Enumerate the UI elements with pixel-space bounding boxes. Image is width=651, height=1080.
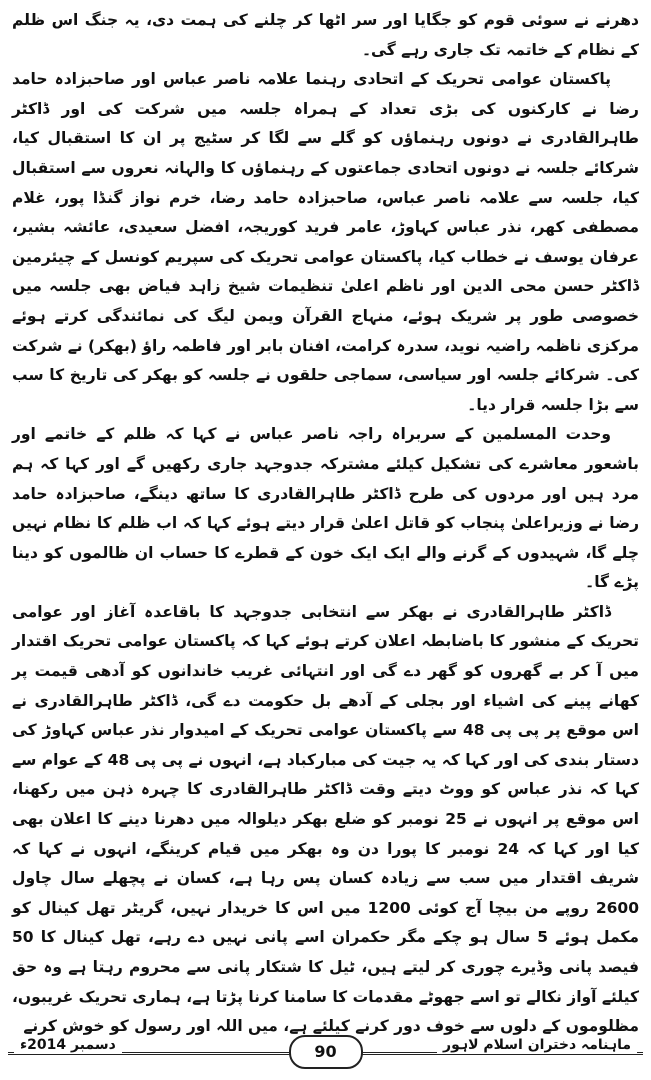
article-body xyxy=(12,6,639,1042)
page-footer xyxy=(8,1032,643,1072)
page-number: 90 xyxy=(289,1035,363,1069)
article-paragraph: ڈاکٹر طاہرالقادری نے بھکر سے انتخابی جدوجہد کا باقاعدہ آغاز اور عوامی تحریک کے منشور کا باضابطہ اعلان کرتے ہوئے کہا کہ پاکستان عوامی تحریک اقتدار میں آ کر بے گھروں کو گھر دے گی اور انتہائی غریب خاندانوں کو آدھی قیمت پر کھانے پینے کی اشیاء اور بجلی کے آدھے بل حکومت دے گی، ڈاکٹر طاہرالقادری نے اس موقع پر پی پی 48 سے پاکستان عوامی تحریک کے امیدوار نذر عباس کہاوڑ کی دستار بندی کی اور کہا کہ یہ جیت کی مبارکباد ہے، انہوں نے پی پی 48 کے عوام سے کہا کہ نذر عباس کو ووٹ دیتے وقت ڈاکٹر طاہرالقادری کا چہرہ ذہن میں رکھنا، اس موقع پر انہوں نے 25 نومبر کو ضلع بھکر دیلوالہ میں دھرنا دینے کا اعلان بھی کیا اور کہا کہ 24 نومبر کا پورا دن وہ بھکر میں قیام کرینگے، انہوں نے کہا کہ شریف اقتدار میں سب سے زیادہ کسان پس رہا ہے، کسان نے پچھلے سال چاول 2600 روپے من بیچا آج کوئی 1200 میں اس کا خریدار نہیں، گریٹر تھل کینال کو مکمل ہوئے 5 سال ہو چکے مگر حکمران اسے پانی نہیں دے رہے، تھل کینال کا 50 فیصد پانی وڈیرے چوری کر لیتے ہیں، ٹیل کا شتکار پانی سے محروم رہتا ہے وہ حق کیلئے آواز نکالے تو اسے جھوٹے مقدمات کا سامنا کرنا پڑتا ہے، ہماری تحریک غریبوں، مظلوموں کے دلوں سے خوف دور کرنے کیلئے ہے، میں اللہ اور رسول کو خوش کرنے xyxy=(12,602,639,1036)
magazine-name: ماہنامہ دختران اسلام لاہور xyxy=(437,1037,637,1053)
issue-date: دسمبر 2014ء xyxy=(14,1037,122,1053)
article-paragraph: وحدت المسلمین کے سربراہ راجہ ناصر عباس نے کہا کہ ظلم کے خاتمے اور باشعور معاشرے کی تشکیل کیلئے مشترکہ جدوجہد جاری رکھیں گے اور کہا کہ ہم مرد ہیں اور مردوں کی طرح ڈاکٹر طاہرالقادری کا ساتھ دینگے، صاحبزادہ حامد رضا نے وزیراعلیٰ پنجاب کو قاتل اعلیٰ قرار دیتے ہوئے کہا کہ اب ظلم کا نظام نہیں چلے گا، شہیدوں کے گرنے والے ایک ایک خون کے قطرے کا حساب ان ظالموں کو دینا پڑے گا۔ xyxy=(12,425,639,592)
article-paragraph: دھرنے نے سوئی قوم کو جگایا اور سر اٹھا کر چلنے کی ہمت دی، یہ جنگ اس ظلم کے نظام کے خاتمہ تک جاری رہے گی۔ xyxy=(12,11,639,59)
article-paragraph: پاکستان عوامی تحریک کے اتحادی رہنما علامہ ناصر عباس اور صاحبزادہ حامد رضا نے کارکنوں کی بڑی تعداد کے ہمراہ جلسہ میں شرکت کی اور ڈاکٹر طاہرالقادری نے دونوں رہنماؤں کو گلے سے لگا کر سٹیج پر ان کا استقبال کیا، شرکائے جلسہ نے دونوں اتحادی جماعتوں کے رہنماؤں کا والہانہ نعروں سے استقبال کیا، جلسہ سے علامہ ناصر عباس، صاحبزادہ حامد رضا، خرم نواز گنڈا پور، غلام مصطفی کھر، نذر عباس کہاوڑ، عامر فرید کوریجہ، افضل سعیدی، عائشہ بشیر، عرفان یوسف نے خطاب کیا، پاکستان عوامی تحریک کی سپریم کونسل کے چیئرمین ڈاکٹر حسن محی الدین اور ناظم اعلیٰ تنظیمات شیخ زاہد فیاض بھی جلسہ میں خصوصی طور پر شریک ہوئے، منہاج القرآن ویمن لیگ کی نمائندگی کرتے ہوئے مرکزی ناظمہ راضیہ نوید، سدرہ کرامت، افنان بابر اور فاطمہ راؤ (بھکر) نے شرکت کی۔ شرکائے جلسہ اور سیاسی، سماجی حلقوں نے جلسہ کو بھکر کی تاریخ کا سب سے بڑا جلسہ قرار دیا۔ xyxy=(12,70,639,414)
